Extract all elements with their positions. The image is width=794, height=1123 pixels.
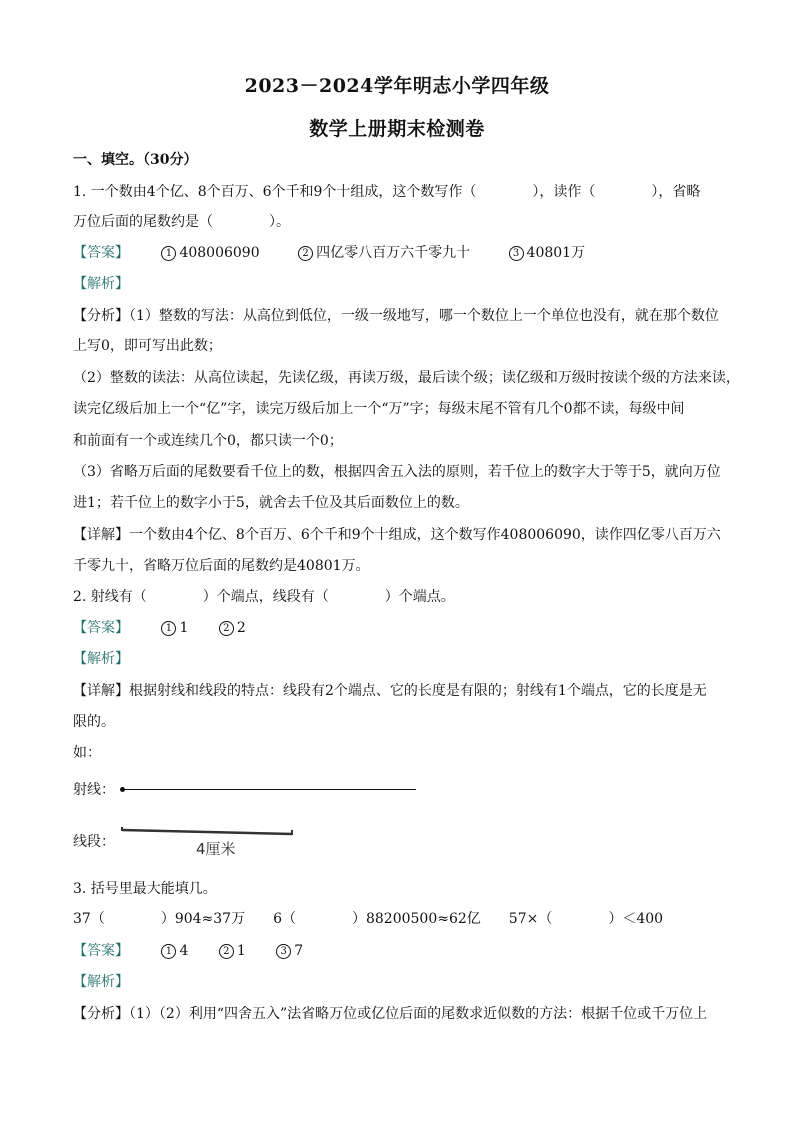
answer-label: 【答案】 xyxy=(73,620,129,636)
q1-analysis-line5: 和前面有一个或连续几个0，都只读一个0； xyxy=(73,433,343,449)
q3-items: 37（ ）904≈37万 6（ ）88200500≈62亿 57×（ ）＜400 xyxy=(73,911,664,927)
exam-subtitle: 数学上册期末检测卷 xyxy=(309,118,485,140)
q3-answer-2: 2 1 xyxy=(219,941,246,961)
segment-label: 线段： xyxy=(73,834,115,850)
q3-answer-row xyxy=(73,941,733,961)
q3-answer-1: 1 4 xyxy=(161,941,188,961)
q1-detail-line2: 千零九十，省略万位后面的尾数约是40801万。 xyxy=(73,558,370,574)
q2-answer-2: 2 2 xyxy=(219,618,246,638)
q1-answer-3: 3 40801万 xyxy=(509,243,586,263)
q1-analysis-line6: （3）省略万后面的尾数要看千位上的数，根据四舍五入法的原则，若千位上的数字大于等于5，就向万位 xyxy=(73,464,721,480)
q1-analysis-line3: （2）整数的读法：从高位读起，先读亿级，再读万级，最后读个级；读亿级和万级时按读个级的方法来读， xyxy=(73,370,740,386)
circled-number: 3 xyxy=(509,246,524,261)
circled-number: 1 xyxy=(161,246,176,261)
q2-answer-row xyxy=(73,618,733,638)
q1-answer-2: 2 四亿零八百万六千零九十 xyxy=(298,243,470,263)
q1-analysis-label: 【解析】 xyxy=(73,276,129,292)
circled-number: 2 xyxy=(298,246,313,261)
q1-detail-line1: 【详解】一个数由4个亿、8个百万、6个千和9个十组成，这个数写作408006090，读作四亿零八百万六 xyxy=(73,527,721,543)
q1-analysis-line4: 读完亿级后加上一个“亿”字，读完万级后加上一个“万”字；每级末尾不管有几个0都不读，每级中间 xyxy=(73,401,685,417)
ray-line xyxy=(124,789,416,790)
q2-detail-line1: 【详解】根据射线和线段的特点：线段有2个端点、它的长度是有限的；射线有1个端点，它的长度是无 xyxy=(73,683,707,699)
q3-answer-3: 3 7 xyxy=(276,941,303,961)
q2-example-label: 如： xyxy=(73,745,101,761)
q2-answer-1: 1 1 xyxy=(161,618,188,638)
q1-stem-line2: 万位后面的尾数约是（ ）。 xyxy=(73,214,290,230)
q3-analysis-label: 【解析】 xyxy=(73,974,129,990)
q3-stem: 3. 括号里最大能填几。 xyxy=(73,881,217,897)
ray-label: 射线： xyxy=(73,782,115,798)
circled-number: 2 xyxy=(219,944,234,959)
q2-analysis-label: 【解析】 xyxy=(73,651,129,667)
segment-length-label: 4厘米 xyxy=(196,840,236,858)
q2-stem: 2. 射线有（ ）个端点，线段有（ ）个端点。 xyxy=(73,589,455,605)
exam-title: 2023－2024学年明志小学四年级 xyxy=(244,75,550,97)
q1-answer-1: 1 408006090 xyxy=(161,243,259,263)
answer-label: 【答案】 xyxy=(73,245,129,261)
q1-analysis-line7: 进1；若千位上的数字小于5，就舍去千位及其后面数位上的数。 xyxy=(73,495,469,511)
q1-analysis-line1: 【分析】（1）整数的写法：从高位到低位，一级一级地写，哪一个数位上一个单位也没有，就在那个数位 xyxy=(73,308,719,324)
q3-analysis-line1: 【分析】（1）（2）利用“四舍五入”法省略万位或亿位后面的尾数求近似数的方法：根据千位或千万位上 xyxy=(73,1006,708,1022)
answer-label: 【答案】 xyxy=(73,943,129,959)
segment-figure xyxy=(118,825,302,839)
q2-detail-line2: 限的。 xyxy=(73,714,115,730)
circled-number: 3 xyxy=(276,944,291,959)
circled-number: 1 xyxy=(161,621,176,636)
circled-number: 2 xyxy=(219,621,234,636)
circled-number: 1 xyxy=(161,944,176,959)
section-heading: 一、填空。（30分） xyxy=(73,152,198,168)
q1-stem-line1: 1. 一个数由4个亿、8个百万、6个千和9个十组成，这个数写作（ ），读作（ ），省略 xyxy=(73,184,701,200)
q1-answer-row xyxy=(73,243,733,263)
q1-analysis-line2: 上写0，即可写出此数； xyxy=(73,338,222,354)
